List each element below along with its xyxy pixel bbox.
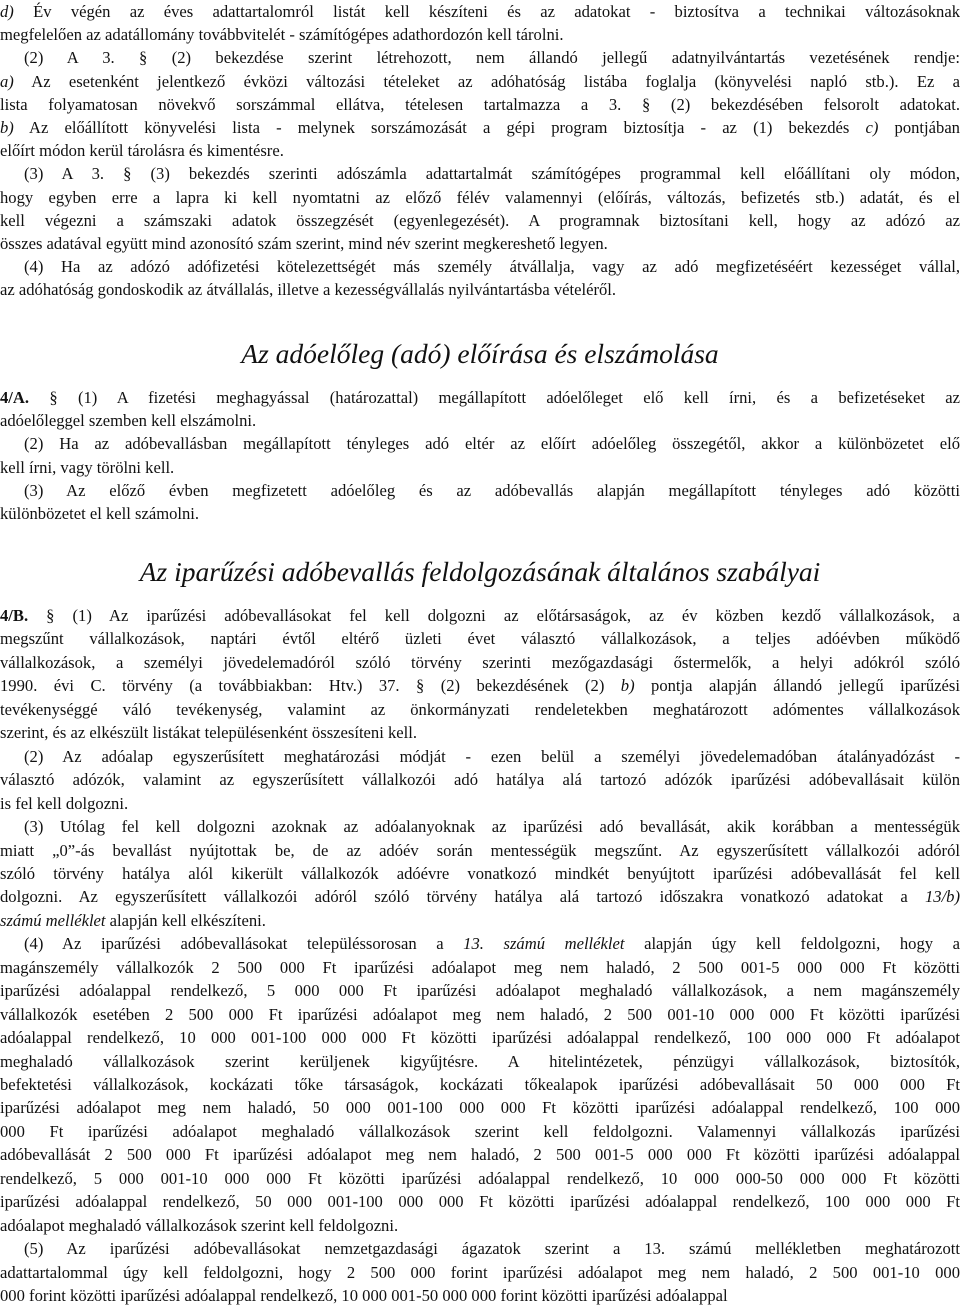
text-line [24,480,960,502]
text-line [0,1,960,23]
text-run: számú melléklet [0,910,106,930]
text-line [0,886,960,908]
text-line [0,675,960,697]
text-line [0,387,960,409]
text-run: szóló törvény hatálya alól kikerült vállalkozók adóévre vonatkozó mindkét benyújtott iparűzési adóbevallását fel kell [0,863,960,883]
text-line [0,957,960,979]
text-run: pontjában [878,118,960,137]
text-run: § (1) Az iparűzési adóbevallásokat fel kell dolgozni az előtársaságok, az év közben kezdő vállalkozások, a [28,606,960,625]
text-run: magánszemély vállalkozók 2 500 000 Ft iparűzési adóalapot meg nem haladó, 2 500 001-5 000 000 Ft közötti [0,957,960,977]
text-run: kell végezni a számszaki adatok összegzését (egyenlegezését). A programnak biztosítani kell, hogy az adózó az [0,210,960,230]
text-line [24,256,960,278]
text-run: vállalkozások, a személyi jövedelemadóról szóló törvény szerinti mezőgazdasági őstermelők, a helyi adókról szóló [0,652,960,672]
text-line [0,628,960,650]
text-line [0,863,960,885]
text-line [0,699,960,721]
text-run: c) [865,118,879,137]
text-line [0,793,960,815]
text-line [0,769,960,791]
text-line [24,1238,960,1260]
text-run: adattartalommal úgy kell feldolgozni, hogy 2 500 000 forint iparűzési adóalapot meg nem haladó, 2 500 001-10 000 [0,1262,960,1282]
text-run: választó adózók, valamint az egyszerűsített vállalkozói adó hatálya alá tartozó adózók iparűzési adóbevallásait külön [0,770,960,790]
text-run: d) [0,2,14,21]
text-run: 000 forint közötti iparűzési adóalappal rendelkező, 10 000 001-50 000 000 forint közötti iparűzési adóalappal [0,1286,728,1306]
text-run: 000 Ft iparűzési adóalapot meghaladó vállalkozások szerint kell feldolgozni. Valamennyi vállalkozás iparűzési [0,1121,960,1141]
text-run: dolgozni. Az egyszerűsített vállalkozói adóról szóló törvény hatálya alá tartozó időszakra vonatkozó adatokat a [0,887,925,907]
text-run: pontja alapján állandó jellegű iparűzési [634,676,960,696]
text-line [0,840,960,862]
text-line [0,187,960,209]
text-line [0,140,960,162]
text-line [0,652,960,674]
text-run: Év végén az éves adattartalomról listát kell készíteni és az adatokat - biztosítva a technikai változásoknak [13,2,960,21]
text-line [24,47,960,69]
text-run: (4) Ha az adózó adófizetési kötelezettségét más személy átvállalja, vagy az adó megfizetéséért kezességet vállal, [24,257,960,277]
text-run: hogy egyben erre a lapra ki kell nyomtatni az előző félév valamennyi (előírás, változás, befizetés stb.) adatát, és el [0,187,960,207]
text-line [0,117,960,139]
text-run: (3) Az előző évben megfizetett adóelőleg és az adóbevallás alapján megállapított tényleges adó közötti [24,480,960,500]
text-line [0,1191,960,1213]
text-run: (2) Az adóalap egyszerűsített meghatározási módját - ezen belül a személyi jövedelemadóban átalányadózást - [24,746,960,766]
text-run: kell írni, vagy törölni kell. [0,457,175,477]
text-run: adóalapot meghaladó vállalkozások szerint kell feldolgozni. [0,1215,399,1235]
text-run: (4) Az iparűzési adóbevallásokat településsorosan a [24,934,464,954]
text-run: megfelelően az adatállomány továbbvitelét - számítógépes adathordozón kell tárolni. [0,25,564,45]
text-run: szerint, és az elkészült listákat településenként összesíteni kell. [0,723,418,743]
text-run: összes adatával együtt mind azonosító szám szerint, mind név szerint megkereshető legyen. [0,234,608,253]
text-line [0,1004,960,1026]
text-line [0,1168,960,1190]
text-run: rendelkező, 5 000 001-10 000 000 Ft közötti iparűzési adóalappal rendelkező, 10 000 000-50 000 000 Ft közötti [0,1168,960,1188]
text-line [0,71,960,93]
text-run: is fel kell dolgozni. [0,793,129,813]
text-line [0,1097,960,1119]
text-line [24,163,960,185]
text-run: (2) A 3. § (2) bekezdése szerint létrehozott, nem állandó jellegű adatnyilvántartás vezetésének rendje: [24,48,960,68]
section-number: 4/B. [0,606,29,625]
text-run: vállalkozók esetében 2 500 000 Ft iparűzési adóalapot meg nem haladó, 2 500 001-10 000 000 Ft közötti iparűzési [0,1004,960,1024]
text-line [0,1144,960,1166]
text-run: Az esetenként jelentkező évközi változási tételeket az adóhatóság listába foglalja (könyvelési napló stb.). Ez a [13,71,960,91]
section-number: 4/A. [0,388,30,407]
text-line [24,746,960,768]
text-line [0,605,960,627]
text-run: (3) A 3. § (3) bekezdés szerinti adószámla adattartalmát számítógépes programmal kell előállítani oly módon, [24,164,960,184]
text-line [0,94,960,116]
section-heading-adoeloleg: Az adóelőleg (adó) előírása és elszámolása [241,338,719,369]
text-run: Az előállított könyvelési lista - melynek sorszámozását a gépi program biztosítja - az (1) bekezdés [13,118,866,137]
text-run: (3) Utólag fel kell dolgozni azoknak az adóalanyoknak az iparűzési adó bevallását, akik korábban a mentességük [24,817,960,837]
text-line [0,910,960,932]
text-line [24,933,960,955]
text-line [0,1285,960,1307]
text-line [0,24,960,46]
section-heading-iparuzesi: Az iparűzési adóbevallás feldolgozásának általános szabályai [139,556,821,587]
text-line [0,233,960,255]
text-run: (5) Az iparűzési adóbevallásokat nemzetgazdasági ágazatok szerint a 13. számú mellékletben meghatározott [24,1239,960,1259]
text-run: befektetési vállalkozások, kockázati tőke társaságok, kockázati tőkealapok iparűzési adóbevallásait 50 000 000 Ft [0,1075,960,1094]
text-run: adóalappal rendelkező, 10 000 001-100 000 000 Ft közötti iparűzési adóalappal rendelkező, 100 000 000 Ft adóalapot [0,1028,960,1048]
text-line [0,1262,960,1284]
text-run: 13. számú melléklet [463,934,625,954]
text-run: az adóhatóság gondoskodik az átvállalás, illetve a kezességvállalás nyilvántartásba vételéről. [0,280,617,300]
text-run: különbözetet el kell számolni. [0,504,200,523]
text-line [0,1051,960,1073]
text-run: adóelőleggel szemben kell elszámolni. [0,411,257,431]
text-line [0,1121,960,1143]
text-line [0,457,960,479]
text-run: miatt „0”-ás bevallást nyújtottak be, de az adóév során mentességük megszűnt. Az egyszerűsített vállalkozói adóról [0,840,960,860]
text-line [24,433,960,455]
text-run: iparűzési adóalappal rendelkező, 50 000 001-100 000 000 Ft közötti iparűzési adóalappal rendelkező, 100 000 000 Ft [0,1192,960,1212]
text-run: iparűzési adóalappal rendelkező, 5 000 000 Ft iparűzési adóalapot meghaladó vállalkozások, a nem magánszemély [0,981,960,1001]
text-run: 13/b) [924,887,960,907]
text-line [0,1215,960,1237]
text-run: b) [620,676,635,696]
text-line [24,816,960,838]
text-run: előírt módon kerül tárolásra és kimentésre. [0,141,284,161]
text-run: a) [0,71,14,91]
text-run: meghaladó vállalkozások szerint kerüljenek kigyűjtésre. A hitelintézetek, pénzügyi vállalkozások, biztosítók, [0,1051,960,1071]
text-run: adóbevallását 2 500 000 Ft iparűzési adóalapot meg nem haladó, 2 500 001-5 000 000 Ft közötti iparűzési adóalappal [0,1145,960,1165]
text-line [0,1027,960,1049]
text-line [0,279,960,301]
text-run: lista folyamatosan növekvő sorszámmal ellátva, tételesen tartalmazza a 3. § (2) bekezdésében felsorolt adatokat. [0,94,960,114]
text-line [0,503,960,525]
text-line [0,210,960,232]
text-run: tevékenységgé váló tevékenység, valamint az önkormányzati rendeletekben meghatározott adómentes vállalkozások [0,699,960,719]
text-line [0,410,960,432]
text-run: iparűzési adóalapot meg nem haladó, 50 000 001-100 000 000 Ft közötti iparűzési adóalappal rendelkező, 100 000 [0,1098,960,1118]
text-run: alapján úgy kell feldolgozni, hogy a [624,934,960,954]
text-line [0,980,960,1002]
text-run: megszűnt vállalkozások, naptári évtől eltérő üzleti évet választó vállalkozások, a teljes adóévben működő [0,629,960,649]
text-run: b) [0,118,14,137]
text-run: alapján kell elkészíteni. [105,910,266,930]
text-line [0,722,960,744]
text-run: (2) Ha az adóbevallásban megállapított tényleges adó eltér az előírt adóelőleg összegétől, akkor a különbözetet elő [24,434,960,454]
text-run: 1990. évi C. törvény (a továbbiakban: Htv.) 37. § (2) bekezdésének (2) [0,676,621,696]
text-run: § (1) A fizetési meghagyással (határozattal) megállapított adóelőleget elő kell írni, és a befizetéseket az [29,388,960,407]
text-line [0,1074,960,1096]
